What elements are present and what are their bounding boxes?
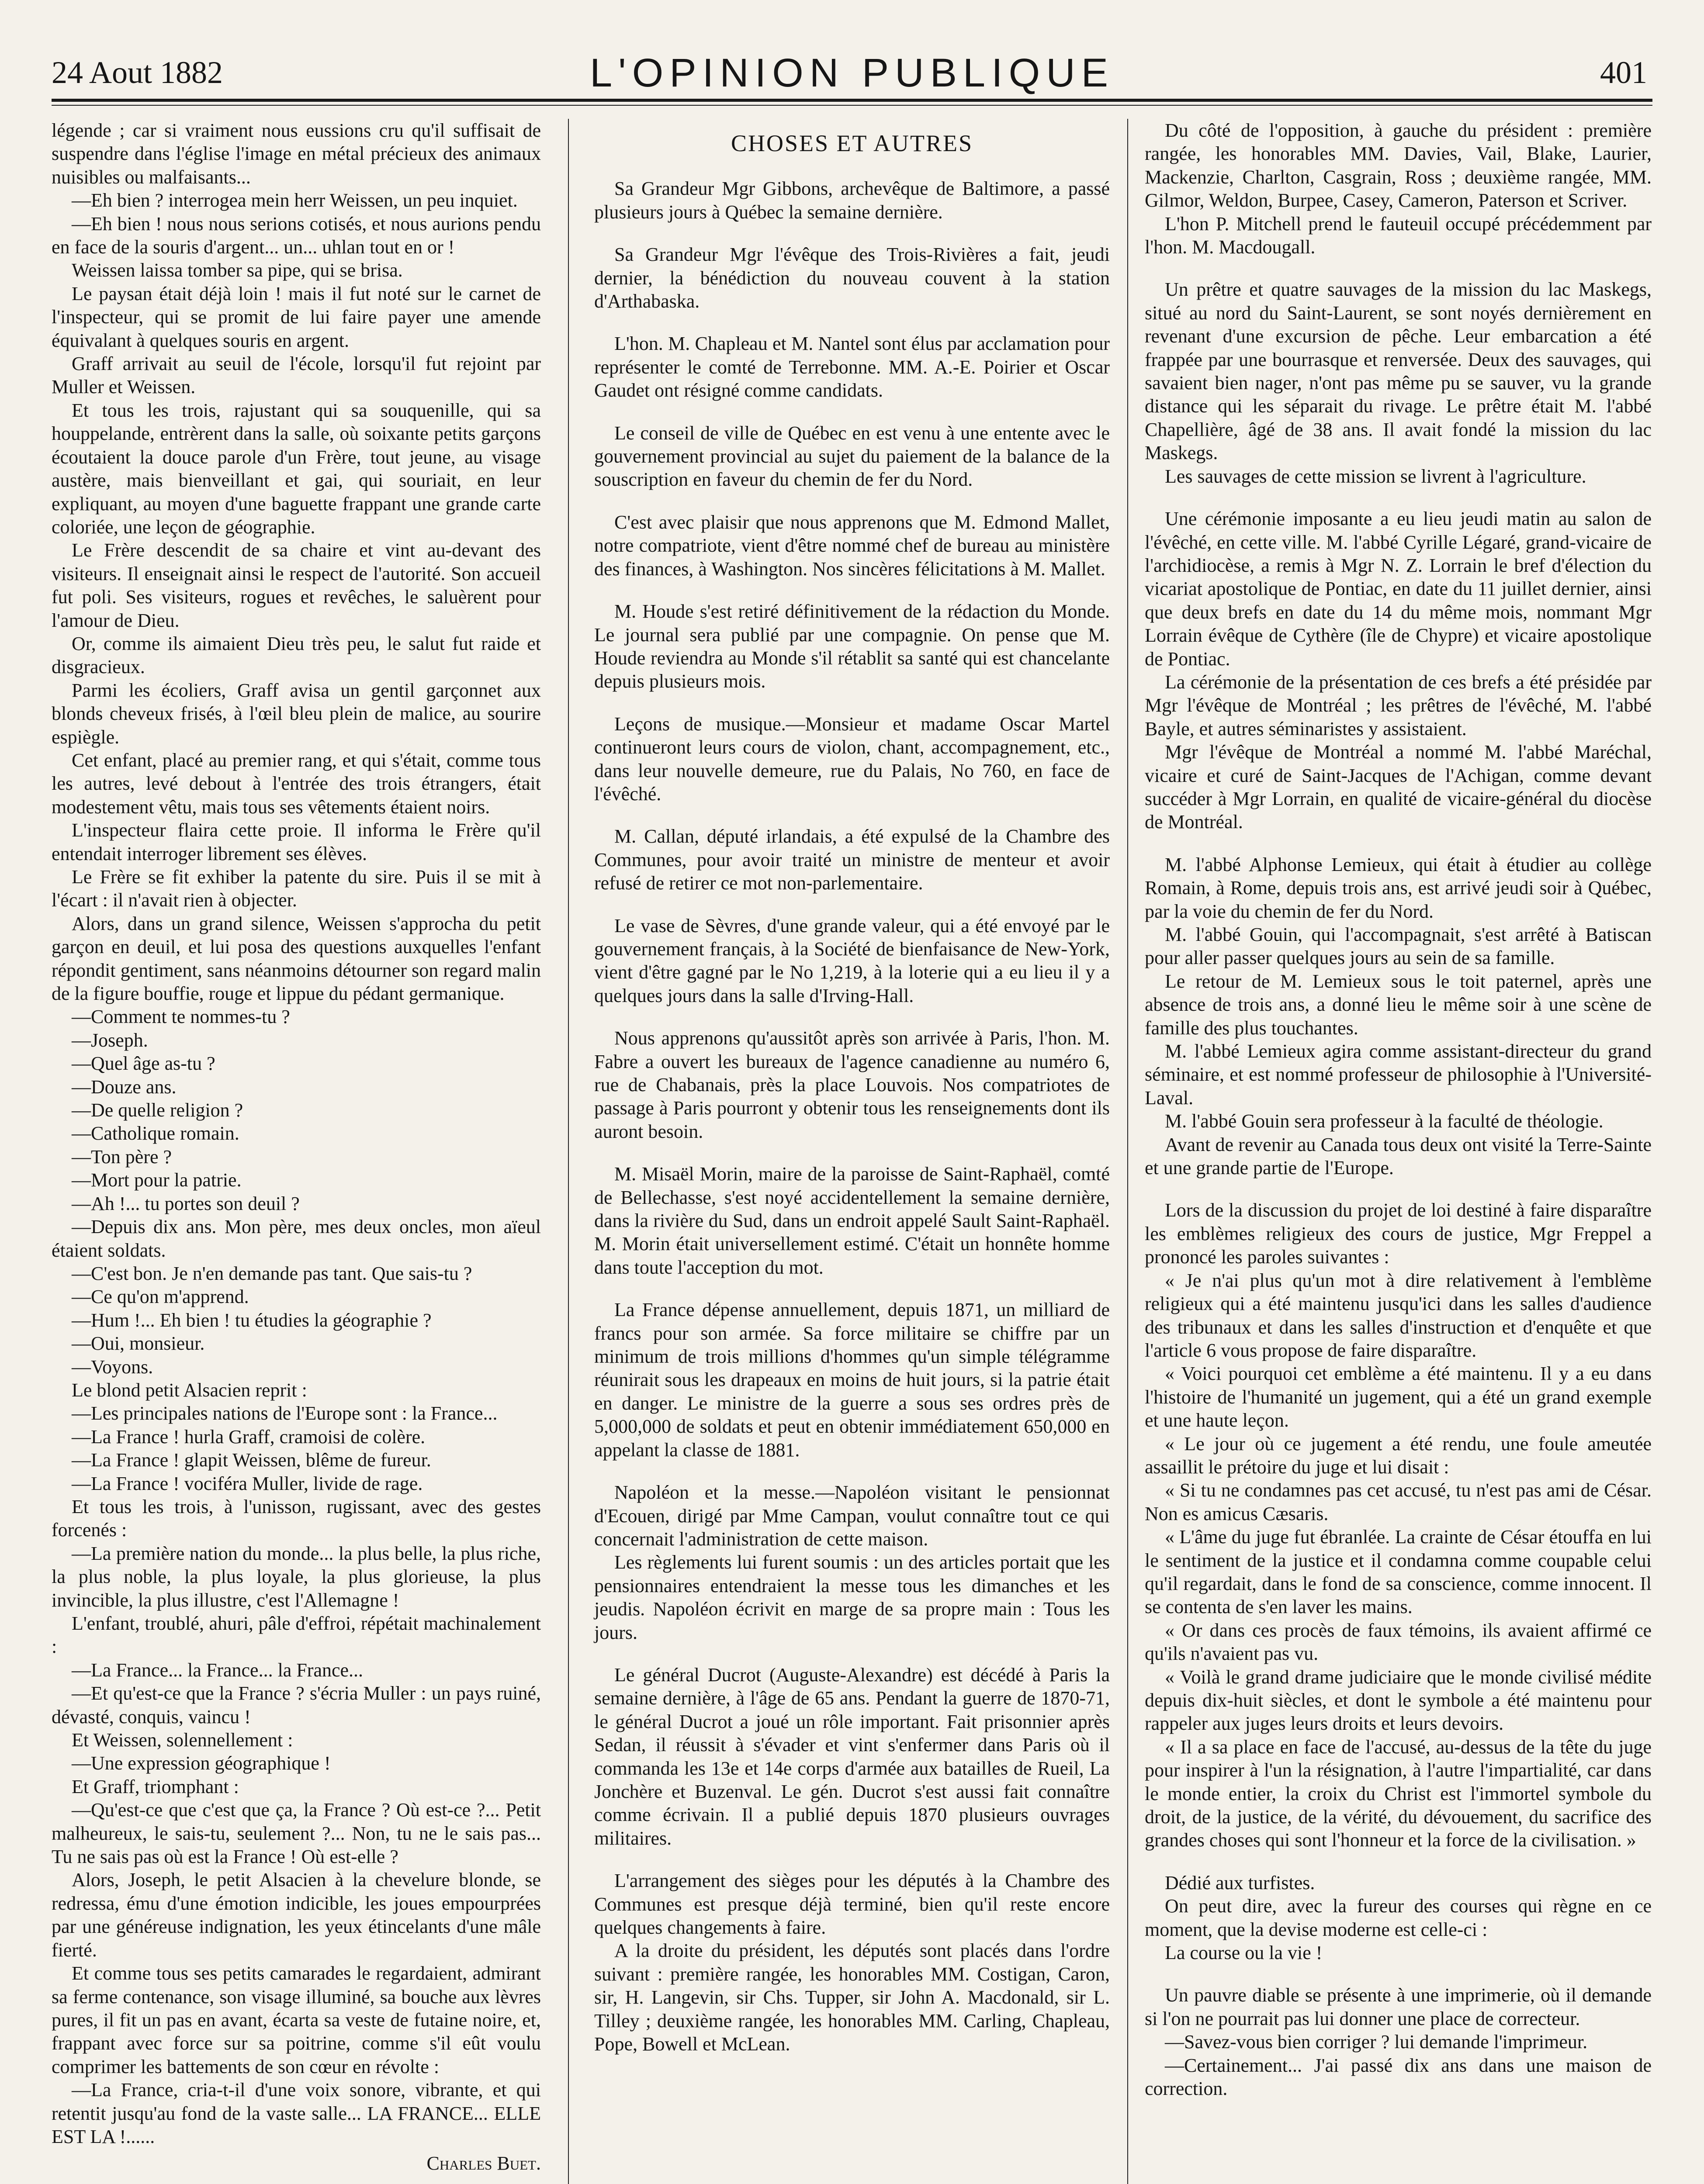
news-item: Le vase de Sèvres, d'une grande valeur, qui a été envoyé par le gouvernement français, à la Société de bienfaisance de New-York, vient d'être gagné par le No 1,219, à la loterie qui a eu lieu il y a quelques jours dans la salle d'Irving-Hall. <box>594 915 1110 1006</box>
news-item: L'arrangement des sièges pour les députés à la Chambre des Communes est presque déjà terminé, bien qu'il reste encore quelques changements à faire. <box>594 1870 1110 1938</box>
quote-paragraph: « Je n'ai plus qu'un mot à dire relativement à l'emblème religieux qui a été maintenu jusqu'ici dans les salles d'audience des tribunaux et dans les salles d'instruction et d'enquête et que l'article 6 vous propose de faire disparaître. <box>1145 1269 1652 1361</box>
quote-paragraph: « Voilà le grand drame judiciaire que le monde civilisé médite depuis dix-huit siècles, et dont le symbole a été maintenu pour rappeler aux juges leurs droits et leurs devoirs. <box>1145 1666 1652 1735</box>
quote-paragraph: « Or dans ces procès de faux témoins, ils avaient affirmé ce qu'ils n'avaient pas vu. <box>1145 1619 1652 1665</box>
news-item: Le retour de M. Lemieux sous le toit paternel, après une absence de trois ans, a donné lieu le même soir à une scène de famille des plus touchantes. <box>1145 970 1652 1039</box>
header-rule-thick <box>52 99 1652 102</box>
quote-paragraph: « Si tu ne condamnes pas cet accusé, tu n'est pas ami de César. Non es amicus Cæsaris. <box>1145 1479 1652 1524</box>
paragraph: Et tous les trois, à l'unisson, rugissant, avec des gestes forcenés : <box>52 1496 541 1541</box>
news-item: Avant de revenir au Canada tous deux ont visité la Terre-Sainte et une grande partie de l'Europe. <box>1145 1133 1652 1179</box>
dialogue-line: —De quelle religion ? <box>72 1099 243 1121</box>
paragraph: Alors, dans un grand silence, Weissen s'approcha du petit garçon en deuil, et lui posa des questions auxquelles l'enfant répondit gentiment, sans néanmoins détourner son regard malin de la figure bouffie, rouge et lippue du pédant germanique. <box>52 912 541 1005</box>
column-1 <box>52 119 541 2184</box>
news-item: M. l'abbé Alphonse Lemieux, qui était à étudier au collège Romain, à Rome, depuis trois ans, est arrivé jeudi soir à Québec, par la voie du chemin de fer du Nord. <box>1145 854 1652 922</box>
news-item: M. Callan, député irlandais, a été expulsé de la Chambre des Communes, pour avoir traité un ministre de menteur et avoir refusé de retirer ce mot non-parlementaire. <box>594 826 1110 894</box>
paragraph: légende ; car si vraiment nous eussions cru qu'il suffisait de suspendre dans l'église l'image en métal précieux des animaux nuisibles ou malfaisants... <box>52 120 541 188</box>
news-item: C'est avec plaisir que nous apprenons que M. Edmond Mallet, notre compatriote, vient d'être nommé chef de bureau au ministère des finances, à Washington. Nos sincères félicitations à M. Mallet. <box>594 511 1110 580</box>
header-rule-thin <box>52 105 1652 106</box>
paragraph: Weissen laissa tomber sa pipe, qui se brisa. <box>72 259 403 281</box>
news-item: La course ou la vie ! <box>1165 1942 1323 1964</box>
news-item: Mgr l'évêque de Montréal a nommé M. l'abbé Maréchal, vicaire et curé de Saint-Jacques de l'Achigan, comme devant succéder à Mgr Lorrain, en qualité de vicaire-général du diocèse de Montréal. <box>1145 741 1652 833</box>
news-item: La cérémonie de la présentation de ces brefs a été présidée par Mgr l'évêque de Montréal ; les prêtres de l'évêché, M. l'abbé Bayle, et autres séminaristes y assistaient. <box>1145 671 1652 740</box>
column-divider <box>568 119 569 2184</box>
news-item: Un pauvre diable se présente à une imprimerie, où il demande si l'on ne pourrait pas lui donner une place de correcteur. <box>1145 1984 1652 2029</box>
dialogue-line: —Joseph. <box>72 1029 148 1051</box>
dialogue-line: —Oui, monsieur. <box>72 1333 205 1355</box>
paragraph: Alors, Joseph, le petit Alsacien à la chevelure blonde, se redressa, ému d'une émotion indicible, les joues empourprées par une généreuse indignation, les yeux étincelants d'une mâle fierté. <box>52 1869 541 1961</box>
paragraph: Et Graff, triomphant : <box>72 1776 239 1797</box>
dialogue-line: —Savez-vous bien corriger ? lui demande l'imprimeur. <box>1165 2031 1588 2053</box>
paragraph: Et Weissen, solennellement : <box>72 1729 293 1751</box>
news-item: Le conseil de ville de Québec en est venu à une entente avec le gouvernement provincial au sujet du paiement de la balance de la souscription en faveur du chemin de fer du Nord. <box>594 422 1110 491</box>
page-header <box>0 0 1704 109</box>
paragraph: Graff arrivait au seuil de l'école, lorsqu'il fut rejoint par Muller et Weissen. <box>52 353 541 398</box>
dialogue-line: —C'est bon. Je n'en demande pas tant. Que sais-tu ? <box>72 1262 472 1284</box>
dialogue-line: —Mort pour la patrie. <box>72 1169 242 1191</box>
paragraph: —Eh bien ? interrogea mein herr Weissen, un peu inquiet. <box>72 190 518 211</box>
quote-paragraph: « L'âme du juge fut ébranlée. La crainte de César étouffa en lui le sentiment de la justice et il condamna comme coupable celui qu'il regardait, dans le fond de sa conscience, comme innocent. Il se contenta de s'en laver les mains. <box>1145 1526 1652 1618</box>
dialogue-line: —Douze ans. <box>72 1076 177 1098</box>
paragraph: Et tous les trois, rajustant qui sa souquenille, qui sa houppelande, entrèrent dans la salle, où soixante petits garçons écoutaient la douce parole d'un Frère, tout jeune, au visage austère, mais bienveillant et gai, qui souriait, en leur expliquant, au moyen d'une baguette frappant une grande carte coloriée, une leçon de géographie. <box>52 399 541 538</box>
dialogue-line: —Une expression géographique ! <box>72 1752 331 1774</box>
dialogue-line: —La France, cria-t-il d'une voix sonore, vibrante, et qui retentit jusqu'au fond de la vaste salle... LA FRANCE... ELLE EST LA !...... <box>52 2079 541 2147</box>
news-item: M. Misaël Morin, maire de la paroisse de Saint-Raphaël, comté de Bellechasse, s'est noyé accidentellement la semaine dernière, dans la rivière du Sud, dans un endroit appelé Sault Saint-Raphaël. M. Morin était universellement estimé. C'était un honnête homme dans toute l'acception du mot. <box>594 1163 1110 1278</box>
quote-paragraph: « Il a sa place en face de l'accusé, au-dessus de la tête du juge pour inspirer à l'un la résignation, à l'autre l'impartialité, car dans le monde entier, la croix du Christ est l'immortel symbole du droit, de la justice, de la vérité, du dévouement, du sacrifice des grandes choses qui sont l'honneur et la force de la civilisation. » <box>1145 1736 1652 1851</box>
paragraph: Et comme tous ses petits camarades le regardaient, admirant sa ferme contenance, son visage illuminé, sa bouche aux lèvres pures, il fit un pas en avant, écarta sa veste de futaine noire, et, frappant avec force sur sa poitrine, comme s'il eût voulu comprimer les battements de son cœur en révolte : <box>52 1963 541 2077</box>
dialogue-line: —Depuis dix ans. Mon père, mes deux oncles, mon aïeul étaient soldats. <box>52 1216 541 1261</box>
paragraph: Or, comme ils aimaient Dieu très peu, le salut fut raide et disgracieux. <box>52 632 541 678</box>
column-3 <box>1145 119 1652 2101</box>
news-item: L'hon. M. Chapleau et M. Nantel sont élus par acclamation pour représenter le comté de Terrebonne. MM. A.-E. Poirier et Oscar Gaudet ont résigné comme candidats. <box>594 333 1110 401</box>
dialogue-line: —Et qu'est-ce que la France ? s'écria Muller : un pays ruiné, dévasté, conquis, vaincu ! <box>52 1683 541 1728</box>
news-item: M. l'abbé Lemieux agira comme assistant-directeur du grand séminaire, et est nommé professeur de philosophie à l'Université-Laval. <box>1145 1040 1652 1109</box>
dialogue-line: —Ce qu'on m'apprend. <box>72 1286 249 1308</box>
page-number: 401 <box>1600 55 1647 90</box>
paragraph: Cet enfant, placé au premier rang, et qui s'était, comme tous les autres, levé debout à l'entrée des trois étrangers, était modestement vêtu, mais tous ses vêtements étaient noirs. <box>52 749 541 818</box>
news-item: Du côté de l'opposition, à gauche du président : première rangée, les honorables MM. Davies, Vail, Blake, Laurier, Mackenzie, Charlton, Casgrain, Ross ; deuxième rangée, MM. Gilmor, Weldon, Burpee, Casey, Cameron, Paterson et Scriver. <box>1145 120 1652 211</box>
dialogue-line: —Ah !... tu portes son deuil ? <box>72 1192 300 1214</box>
paragraph: Le blond petit Alsacien reprit : <box>72 1379 307 1401</box>
dialogue-line: —Voyons. <box>72 1356 153 1378</box>
news-item: La France dépense annuellement, depuis 1871, un milliard de francs pour son armée. Sa force militaire se chiffre par un minimum de trois millions d'hommes qu'un simple télégramme réunirait sous les drapeaux en moins de huit jours, si la patrie était en danger. Le ministre de la guerre a sous ses ordres près de 5,000,000 de soldats et peut en obtenir immédiatement 650,000 en appelant la classe de 1881. <box>594 1299 1110 1461</box>
column-2 <box>594 119 1110 2056</box>
news-item: Dédié aux turfistes. <box>1165 1872 1315 1894</box>
dialogue-line: —Qu'est-ce que c'est que ça, la France ? Où est-ce ?... Petit malheureux, le sais-tu, seulement ?... Non, tu ne le sais pas... Tu ne sais pas où est la France ! Où est-elle ? <box>52 1799 541 1868</box>
quote-paragraph: « Le jour où ce jugement a été rendu, une foule ameutée assaillit le prétoire du juge et lui disait : <box>1145 1433 1652 1478</box>
news-item: Les sauvages de cette mission se livrent à l'agriculture. <box>1165 465 1586 487</box>
paragraph: Parmi les écoliers, Graff avisa un gentil garçonnet aux blonds cheveux frisés, à l'œil bleu plein de malice, au sourire espiègle. <box>52 679 541 748</box>
column-divider <box>1127 119 1128 2184</box>
paragraph: Le Frère se fit exhiber la patente du sire. Puis il se mit à l'écart : il n'avait rien à objecter. <box>52 866 541 911</box>
news-item: On peut dire, avec la fureur des courses qui règne en ce moment, que la devise moderne est celle-ci : <box>1145 1895 1652 1940</box>
issue-date: 24 Aout 1882 <box>52 55 223 90</box>
dialogue-line: —Ton père ? <box>72 1146 172 1168</box>
paragraph: Le Frère descendit de sa chaire et vint au-devant des visiteurs. Il enseignait ainsi le respect de l'autorité. Son accueil fut poli. Ses visiteurs, rogues et revêches, le saluèrent pour l'amour de Dieu. <box>52 539 541 631</box>
paragraph: L'enfant, troublé, ahuri, pâle d'effroi, répétait machinalement : <box>52 1613 541 1658</box>
news-item: Une cérémonie imposante a eu lieu jeudi matin au salon de l'évêché, en cette ville. M. l'abbé Cyrille Légaré, grand-vicaire de l'archidiocèse, a remis à Mgr N. Z. Lorrain le bref d'élection du vicariat apostolique de Pontiac, en date du 11 juillet dernier, ainsi que deux brefs en date du 14 du même mois, nommant Mgr Lorrain évêque de Cythère (île de Chypre) et vicaire apostolique de Pontiac. <box>1145 508 1652 670</box>
dialogue-line: —La France ! glapit Weissen, blême de fureur. <box>72 1449 431 1471</box>
dialogue-line: —Catholique romain. <box>72 1123 239 1144</box>
dialogue-line: —La France... la France... la France... <box>72 1659 364 1681</box>
dialogue-line: —Les principales nations de l'Europe sont : la France... <box>72 1403 498 1424</box>
section-title: CHOSES ET AUTRES <box>731 130 973 156</box>
news-item: M. l'abbé Gouin, qui l'accompagnait, s'est arrêté à Batiscan pour aller passer quelques jours au sein de sa famille. <box>1145 924 1652 969</box>
quote-paragraph: « Voici pourquoi cet emblème a été maintenu. Il y a eu dans l'histoire de l'humanité un jugement, qui a été un grand exemple et une haute leçon. <box>1145 1363 1652 1431</box>
news-item: Nous apprenons qu'aussitôt après son arrivée à Paris, l'hon. M. Fabre a ouvert les bureaux de l'agence canadienne au numéro 6, rue de Chabanais, près la place Louvois. Nos compatriotes de passage à Paris pourront y obtenir tous les renseignements dont ils auront besoin. <box>594 1027 1110 1142</box>
news-item: Sa Grandeur Mgr Gibbons, archevêque de Baltimore, a passé plusieurs jours à Québec la semaine dernière. <box>594 178 1110 223</box>
dialogue-line: —La France ! hurla Graff, cramoisi de colère. <box>72 1426 426 1448</box>
dialogue-line: —La France ! vociféra Muller, livide de rage. <box>72 1472 423 1494</box>
news-item: L'hon P. Mitchell prend le fauteuil occupé précédemment par l'hon. M. Macdougall. <box>1145 213 1652 258</box>
news-item: Leçons de musique.—Monsieur et madame Oscar Martel continueront leurs cours de violon, chant, accompagnement, etc., dans leur nouvelle demeure, rue du Palais, No 760, en face de l'évêché. <box>594 713 1110 805</box>
paragraph: —Eh bien ! nous nous serions cotisés, et nous aurions pendu en face de la souris d'argent... un... uhlan tout en or ! <box>52 213 541 258</box>
dialogue-line: —Comment te nommes-tu ? <box>72 1006 290 1028</box>
paragraph: L'inspecteur flaira cette proie. Il informa le Frère qu'il entendait interroger librement ses élèves. <box>52 819 541 864</box>
news-item: A la droite du président, les députés sont placés dans l'ordre suivant : première rangée, les honorables MM. Costigan, Caron, sir, H. Langevin, sir Chs. Tupper, sir John A. Macdonald, sir L. Tilley ; deuxième rangée, les honorables MM. Carling, Chapleau, Pope, Bowell et McLean. <box>594 1940 1110 2055</box>
news-item: Les règlements lui furent soumis : un des articles portait que les pensionnaires entendraient la messe tous les dimanches et les jeudis. Napoléon écrivit en marge de sa propre main : Tous les jours. <box>594 1552 1110 1643</box>
news-item: M. Houde s'est retiré définitivement de la rédaction du Monde. Le journal sera publié par une compagnie. On pense que M. Houde reviendra au Monde s'il rétablit sa santé qui est chancelante depuis plusieurs mois. <box>594 601 1110 692</box>
news-item: Napoléon et la messe.—Napoléon visitant le pensionnat d'Ecouen, dirigé par Mme Campan, voulut connaître tout ce qui concernait l'administration de cette maison. <box>594 1482 1110 1550</box>
paragraph: Le paysan était déjà loin ! mais il fut noté sur le carnet de l'inspecteur, qui se promit de lui faire payer une amende équivalant à quelques souris en argent. <box>52 283 541 351</box>
dialogue-line: —Quel âge as-tu ? <box>72 1053 215 1075</box>
dialogue-line: —Hum !... Eh bien ! tu étudies la géographie ? <box>72 1309 432 1331</box>
news-item: M. l'abbé Gouin sera professeur à la faculté de théologie. <box>1165 1110 1604 1132</box>
news-item: Lors de la discussion du projet de loi destiné à faire disparaître les emblèmes religieux des cours de justice, Mgr Freppel a prononcé les paroles suivantes : <box>1145 1199 1652 1268</box>
news-item: Un prêtre et quatre sauvages de la mission du lac Maskegs, situé au nord du Saint-Laurent, se sont noyés dernièrement en revenant d'une excursion de pêche. Leur embarcation a été frappée par une bourrasque et renversée. Deux des sauvages, qui savaient bien nager, n'ont pas même pu se sauver, vu la grande distance qui les séparait du rivage. Le prêtre était M. l'abbé Chapellière, âgé de 38 ans. Il avait fondé la mission du lac Maskegs. <box>1145 279 1652 464</box>
news-item: Sa Grandeur Mgr l'évêque des Trois-Rivières a fait, jeudi dernier, la bénédiction du nouveau couvent à la station d'Arthabaska. <box>594 244 1110 312</box>
masthead-title: L'OPINION PUBLIQUE <box>589 51 1115 95</box>
news-item: Le général Ducrot (Auguste-Alexandre) est décédé à Paris la semaine dernière, à l'âge de 65 ans. Pendant la guerre de 1870-71, le général Ducrot a joué un rôle important. Fait prisonnier après Sedan, il réussit à s'évader et vint s'enfermer dans Paris où il commanda les 13e et 14e corps d'armée aux batailles de Rueil, La Jonchère et Buzenval. Le gén. Ducrot s'est aussi fait connaître comme écrivain. Il a publié depuis 1870 plusieurs ouvrages militaires. <box>594 1664 1110 1849</box>
dialogue-line: —Certainement... J'ai passé dix ans dans une maison de correction. <box>1145 2054 1652 2100</box>
author-signature: Charles Buet. <box>426 2153 541 2174</box>
dialogue-line: —La première nation du monde... la plus belle, la plus riche, la plus noble, la plus loyale, la plus glorieuse, la plus invincible, la plus illustre, c'est l'Allemagne ! <box>52 1542 541 1611</box>
